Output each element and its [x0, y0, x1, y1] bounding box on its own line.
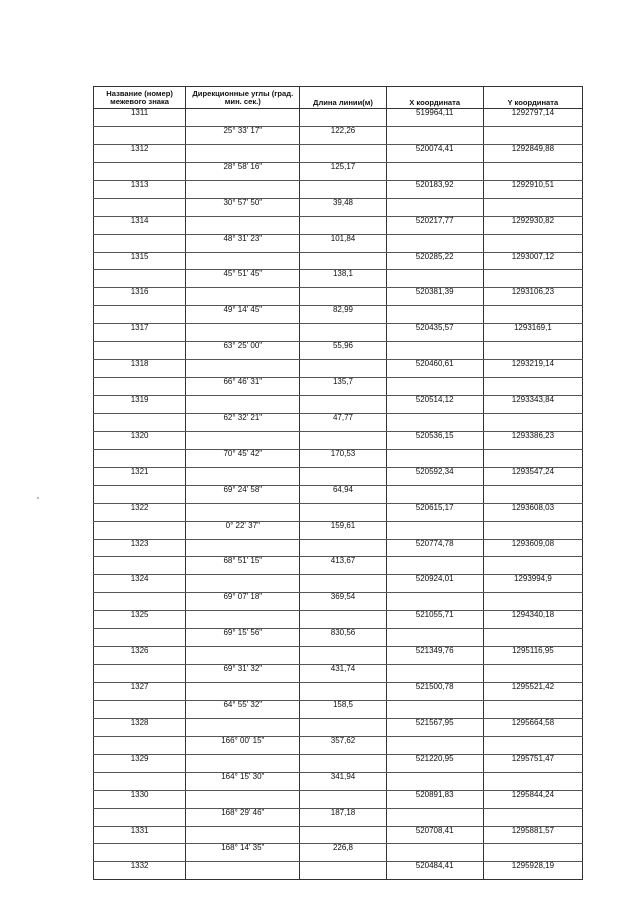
table-row: [94, 342, 583, 360]
x-coordinate-cell: 520774,78: [386, 539, 483, 557]
table-row: [94, 288, 583, 306]
mark-name-cell: [94, 665, 186, 683]
direction-angle-cell: 28° 58' 16": [186, 162, 300, 180]
y-coordinate-cell: 1295928,19: [483, 862, 582, 880]
direction-angle-cell: 68° 51' 15": [186, 557, 300, 575]
direction-angle-cell: [186, 431, 300, 449]
x-coordinate-cell: [386, 629, 483, 647]
mark-name-cell: 1315: [94, 252, 186, 270]
line-length-cell: [300, 826, 386, 844]
direction-angle-cell: 62° 32' 21": [186, 413, 300, 431]
y-coordinate-cell: 1294340,18: [483, 611, 582, 629]
table-row: [94, 754, 583, 772]
mark-name-cell: 1325: [94, 611, 186, 629]
y-coordinate-cell: 1295844,24: [483, 790, 582, 808]
direction-angle-cell: [186, 826, 300, 844]
x-coordinate-cell: 521567,95: [386, 718, 483, 736]
mark-name-cell: 1320: [94, 431, 186, 449]
direction-angle-cell: 70° 45' 42": [186, 449, 300, 467]
y-coordinate-cell: [483, 449, 582, 467]
mark-name-cell: 1326: [94, 647, 186, 665]
table-row: [94, 431, 583, 449]
line-length-cell: 64,94: [300, 485, 386, 503]
table-row: [94, 629, 583, 647]
direction-angle-cell: [186, 718, 300, 736]
y-coordinate-cell: [483, 593, 582, 611]
boundary-marks-table: [93, 86, 583, 880]
x-coordinate-cell: [386, 342, 483, 360]
header-y-coordinate: Y координата: [483, 87, 582, 109]
table-row: [94, 862, 583, 880]
mark-name-cell: 1332: [94, 862, 186, 880]
scan-speck: [37, 497, 39, 499]
x-coordinate-cell: 520217,77: [386, 216, 483, 234]
mark-name-cell: 1316: [94, 288, 186, 306]
direction-angle-cell: 166° 00' 15": [186, 736, 300, 754]
y-coordinate-cell: 1292849,88: [483, 144, 582, 162]
mark-name-cell: [94, 593, 186, 611]
x-coordinate-cell: 521349,76: [386, 647, 483, 665]
line-length-cell: 341,94: [300, 772, 386, 790]
mark-name-cell: [94, 234, 186, 252]
direction-angle-cell: [186, 144, 300, 162]
table-row: [94, 216, 583, 234]
line-length-cell: [300, 396, 386, 414]
table-row: [94, 324, 583, 342]
direction-angle-cell: [186, 683, 300, 701]
y-coordinate-cell: [483, 234, 582, 252]
mark-name-cell: 1322: [94, 503, 186, 521]
y-coordinate-cell: [483, 700, 582, 718]
table-row: [94, 844, 583, 862]
y-coordinate-cell: 1295664,58: [483, 718, 582, 736]
mark-name-cell: 1327: [94, 683, 186, 701]
x-coordinate-cell: [386, 270, 483, 288]
y-coordinate-cell: [483, 270, 582, 288]
mark-name-cell: 1318: [94, 360, 186, 378]
mark-name-cell: 1312: [94, 144, 186, 162]
table-row: [94, 360, 583, 378]
line-length-cell: 830,56: [300, 629, 386, 647]
x-coordinate-cell: [386, 198, 483, 216]
y-coordinate-cell: [483, 198, 582, 216]
x-coordinate-cell: [386, 234, 483, 252]
table-header-row: [94, 87, 583, 109]
mark-name-cell: 1313: [94, 180, 186, 198]
table-row: [94, 413, 583, 431]
line-length-cell: 135,7: [300, 378, 386, 396]
direction-angle-cell: [186, 647, 300, 665]
y-coordinate-cell: 1293994,9: [483, 575, 582, 593]
direction-angle-cell: 25° 33' 17": [186, 126, 300, 144]
y-coordinate-cell: 1293219,14: [483, 360, 582, 378]
x-coordinate-cell: 521220,95: [386, 754, 483, 772]
x-coordinate-cell: [386, 485, 483, 503]
line-length-cell: 39,48: [300, 198, 386, 216]
header-line-length: Длина линии(м): [300, 87, 386, 109]
x-coordinate-cell: [386, 306, 483, 324]
direction-angle-cell: 30° 57' 50": [186, 198, 300, 216]
x-coordinate-cell: [386, 772, 483, 790]
table-row: [94, 485, 583, 503]
x-coordinate-cell: [386, 126, 483, 144]
line-length-cell: 125,17: [300, 162, 386, 180]
x-coordinate-cell: 520615,17: [386, 503, 483, 521]
x-coordinate-cell: 520435,57: [386, 324, 483, 342]
mark-name-cell: 1324: [94, 575, 186, 593]
direction-angle-cell: [186, 324, 300, 342]
line-length-cell: [300, 503, 386, 521]
header-direction-angle: Дирекционные углы (град. мин. сек.): [186, 87, 300, 109]
x-coordinate-cell: 520460,61: [386, 360, 483, 378]
x-coordinate-cell: 520514,12: [386, 396, 483, 414]
line-length-cell: [300, 180, 386, 198]
table-row: [94, 144, 583, 162]
mark-name-cell: 1321: [94, 467, 186, 485]
direction-angle-cell: 69° 31' 32": [186, 665, 300, 683]
direction-angle-cell: [186, 790, 300, 808]
direction-angle-cell: 69° 24' 58": [186, 485, 300, 503]
x-coordinate-cell: [386, 521, 483, 539]
y-coordinate-cell: [483, 521, 582, 539]
mark-name-cell: [94, 378, 186, 396]
x-coordinate-cell: 520484,41: [386, 862, 483, 880]
mark-name-cell: 1331: [94, 826, 186, 844]
table-row: [94, 575, 583, 593]
table-row: [94, 306, 583, 324]
line-length-cell: [300, 467, 386, 485]
direction-angle-cell: [186, 396, 300, 414]
line-length-cell: [300, 360, 386, 378]
mark-name-cell: [94, 126, 186, 144]
direction-angle-cell: 168° 14' 35": [186, 844, 300, 862]
line-length-cell: 158,5: [300, 700, 386, 718]
table-row: [94, 198, 583, 216]
y-coordinate-cell: [483, 413, 582, 431]
y-coordinate-cell: [483, 306, 582, 324]
mark-name-cell: 1328: [94, 718, 186, 736]
table-row: [94, 270, 583, 288]
y-coordinate-cell: 1293106,23: [483, 288, 582, 306]
mark-name-cell: [94, 162, 186, 180]
x-coordinate-cell: 520592,34: [386, 467, 483, 485]
x-coordinate-cell: 519964,11: [386, 109, 483, 127]
mark-name-cell: [94, 198, 186, 216]
table-row: [94, 557, 583, 575]
direction-angle-cell: [186, 216, 300, 234]
y-coordinate-cell: 1293547,24: [483, 467, 582, 485]
y-coordinate-cell: 1292797,14: [483, 109, 582, 127]
y-coordinate-cell: 1295116,95: [483, 647, 582, 665]
line-length-cell: [300, 611, 386, 629]
direction-angle-cell: 64° 55' 32": [186, 700, 300, 718]
y-coordinate-cell: [483, 378, 582, 396]
mark-name-cell: [94, 808, 186, 826]
table-row: [94, 109, 583, 127]
table-row: [94, 396, 583, 414]
table-row: [94, 378, 583, 396]
mark-name-cell: [94, 306, 186, 324]
mark-name-cell: [94, 485, 186, 503]
direction-angle-cell: [186, 109, 300, 127]
y-coordinate-cell: 1293343,84: [483, 396, 582, 414]
table-row: [94, 611, 583, 629]
line-length-cell: 369,54: [300, 593, 386, 611]
mark-name-cell: [94, 342, 186, 360]
x-coordinate-cell: [386, 413, 483, 431]
direction-angle-cell: 69° 15' 56": [186, 629, 300, 647]
table-row: [94, 808, 583, 826]
table-row: [94, 683, 583, 701]
x-coordinate-cell: 521500,78: [386, 683, 483, 701]
table-row: [94, 647, 583, 665]
table-row: [94, 772, 583, 790]
y-coordinate-cell: [483, 629, 582, 647]
mark-name-cell: 1319: [94, 396, 186, 414]
x-coordinate-cell: [386, 378, 483, 396]
table-row: [94, 503, 583, 521]
line-length-cell: [300, 862, 386, 880]
mark-name-cell: 1323: [94, 539, 186, 557]
y-coordinate-cell: 1292930,82: [483, 216, 582, 234]
header-mark-name: Название (номер) межевого знака: [94, 87, 186, 109]
line-length-cell: 159,61: [300, 521, 386, 539]
table-row: [94, 700, 583, 718]
table-row: [94, 593, 583, 611]
y-coordinate-cell: 1293609,08: [483, 539, 582, 557]
header-x-coordinate: X координата: [386, 87, 483, 109]
table-row: [94, 826, 583, 844]
mark-name-cell: 1317: [94, 324, 186, 342]
line-length-cell: 170,53: [300, 449, 386, 467]
x-coordinate-cell: [386, 557, 483, 575]
direction-angle-cell: [186, 754, 300, 772]
y-coordinate-cell: 1293007,12: [483, 252, 582, 270]
direction-angle-cell: [186, 575, 300, 593]
line-length-cell: [300, 790, 386, 808]
y-coordinate-cell: [483, 557, 582, 575]
line-length-cell: 138,1: [300, 270, 386, 288]
table-row: [94, 126, 583, 144]
x-coordinate-cell: 520285,22: [386, 252, 483, 270]
direction-angle-cell: [186, 503, 300, 521]
direction-angle-cell: [186, 539, 300, 557]
direction-angle-cell: [186, 180, 300, 198]
direction-angle-cell: 45° 51' 45": [186, 270, 300, 288]
mark-name-cell: [94, 413, 186, 431]
mark-name-cell: [94, 521, 186, 539]
line-length-cell: [300, 288, 386, 306]
line-length-cell: [300, 324, 386, 342]
line-length-cell: 47,77: [300, 413, 386, 431]
y-coordinate-cell: [483, 162, 582, 180]
y-coordinate-cell: [483, 844, 582, 862]
line-length-cell: 431,74: [300, 665, 386, 683]
direction-angle-cell: [186, 252, 300, 270]
x-coordinate-cell: 520381,39: [386, 288, 483, 306]
y-coordinate-cell: [483, 342, 582, 360]
table-row: [94, 162, 583, 180]
x-coordinate-cell: [386, 736, 483, 754]
direction-angle-cell: 164° 15' 30": [186, 772, 300, 790]
table-row: [94, 539, 583, 557]
table-row: [94, 252, 583, 270]
mark-name-cell: [94, 736, 186, 754]
mark-name-cell: [94, 270, 186, 288]
y-coordinate-cell: [483, 665, 582, 683]
mark-name-cell: 1314: [94, 216, 186, 234]
y-coordinate-cell: 1293608,03: [483, 503, 582, 521]
y-coordinate-cell: 1295881,57: [483, 826, 582, 844]
mark-name-cell: [94, 844, 186, 862]
line-length-cell: [300, 431, 386, 449]
y-coordinate-cell: 1295751,47: [483, 754, 582, 772]
table-row: [94, 718, 583, 736]
y-coordinate-cell: [483, 808, 582, 826]
line-length-cell: 122,26: [300, 126, 386, 144]
direction-angle-cell: 168° 29' 46": [186, 808, 300, 826]
x-coordinate-cell: 520891,83: [386, 790, 483, 808]
table-row: [94, 736, 583, 754]
line-length-cell: [300, 252, 386, 270]
table-row: [94, 180, 583, 198]
mark-name-cell: 1329: [94, 754, 186, 772]
direction-angle-cell: [186, 288, 300, 306]
y-coordinate-cell: 1293169,1: [483, 324, 582, 342]
direction-angle-cell: 69° 07' 18": [186, 593, 300, 611]
x-coordinate-cell: [386, 808, 483, 826]
line-length-cell: 101,84: [300, 234, 386, 252]
mark-name-cell: [94, 449, 186, 467]
x-coordinate-cell: 520536,15: [386, 431, 483, 449]
x-coordinate-cell: [386, 844, 483, 862]
y-coordinate-cell: 1293386,23: [483, 431, 582, 449]
table-row: [94, 234, 583, 252]
mark-name-cell: 1330: [94, 790, 186, 808]
line-length-cell: [300, 754, 386, 772]
table-row: [94, 449, 583, 467]
x-coordinate-cell: [386, 449, 483, 467]
x-coordinate-cell: 520708,41: [386, 826, 483, 844]
y-coordinate-cell: [483, 736, 582, 754]
x-coordinate-cell: [386, 665, 483, 683]
table-row: [94, 521, 583, 539]
direction-angle-cell: 49° 14' 45": [186, 306, 300, 324]
direction-angle-cell: 66° 46' 31": [186, 378, 300, 396]
mark-name-cell: 1311: [94, 109, 186, 127]
y-coordinate-cell: 1292910,51: [483, 180, 582, 198]
line-length-cell: [300, 109, 386, 127]
mark-name-cell: [94, 772, 186, 790]
table-row: [94, 790, 583, 808]
y-coordinate-cell: [483, 772, 582, 790]
x-coordinate-cell: [386, 700, 483, 718]
line-length-cell: [300, 539, 386, 557]
line-length-cell: [300, 575, 386, 593]
direction-angle-cell: 0° 22' 37": [186, 521, 300, 539]
line-length-cell: [300, 718, 386, 736]
x-coordinate-cell: 520074,41: [386, 144, 483, 162]
line-length-cell: [300, 683, 386, 701]
line-length-cell: 413,67: [300, 557, 386, 575]
direction-angle-cell: 63° 25' 00": [186, 342, 300, 360]
mark-name-cell: [94, 629, 186, 647]
y-coordinate-cell: 1295521,42: [483, 683, 582, 701]
line-length-cell: [300, 216, 386, 234]
y-coordinate-cell: [483, 126, 582, 144]
line-length-cell: 55,96: [300, 342, 386, 360]
direction-angle-cell: [186, 611, 300, 629]
direction-angle-cell: [186, 467, 300, 485]
line-length-cell: 357,62: [300, 736, 386, 754]
direction-angle-cell: 48° 31' 23": [186, 234, 300, 252]
line-length-cell: 226,8: [300, 844, 386, 862]
x-coordinate-cell: [386, 593, 483, 611]
direction-angle-cell: [186, 360, 300, 378]
line-length-cell: [300, 647, 386, 665]
direction-angle-cell: [186, 862, 300, 880]
x-coordinate-cell: 521055,71: [386, 611, 483, 629]
line-length-cell: 82,99: [300, 306, 386, 324]
table-row: [94, 467, 583, 485]
mark-name-cell: [94, 557, 186, 575]
x-coordinate-cell: 520183,92: [386, 180, 483, 198]
x-coordinate-cell: 520924,01: [386, 575, 483, 593]
y-coordinate-cell: [483, 485, 582, 503]
line-length-cell: [300, 144, 386, 162]
table-row: [94, 665, 583, 683]
line-length-cell: 187,18: [300, 808, 386, 826]
x-coordinate-cell: [386, 162, 483, 180]
mark-name-cell: [94, 700, 186, 718]
